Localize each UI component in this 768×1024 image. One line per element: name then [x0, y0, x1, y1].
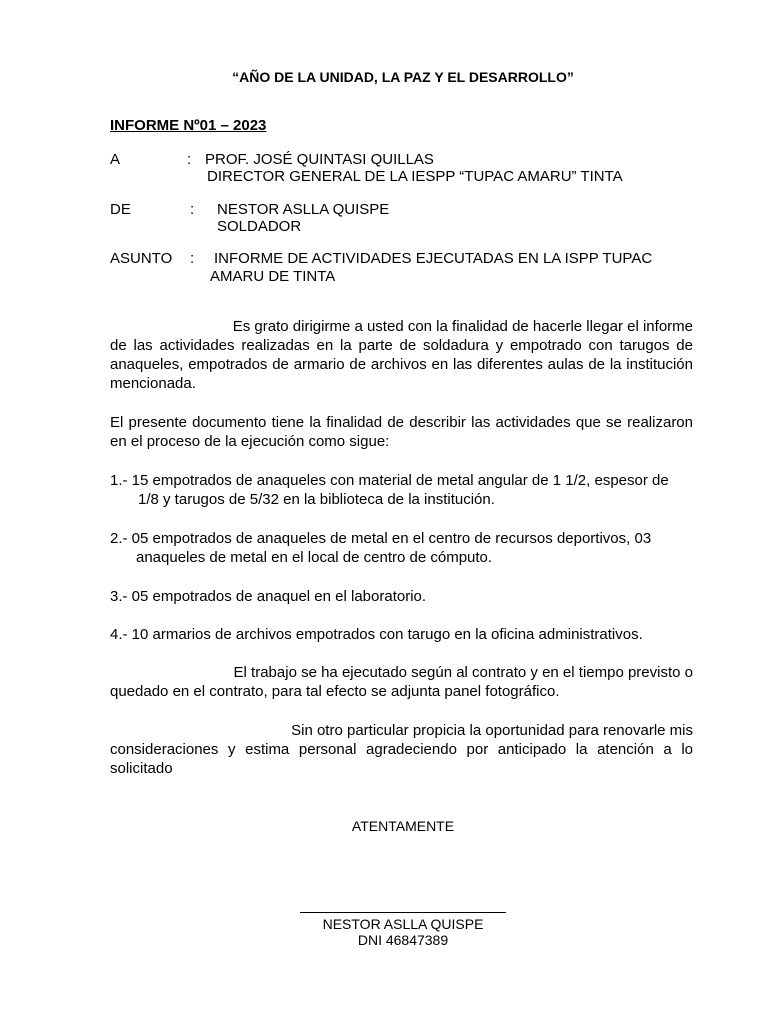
- sender-name: NESTOR ASLLA QUISPE: [217, 201, 390, 218]
- year-motto: “AÑO DE LA UNIDAD, LA PAZ Y EL DESARROLLO”: [232, 69, 574, 85]
- activity-item: [110, 587, 693, 606]
- execution-paragraph-rest: quedado en el contrato, para tal efecto se adjunta panel fotográfico.: [110, 683, 560, 700]
- activity-item-text: 3.- 05 empotrados de anaquel en el laboratorio.: [110, 588, 427, 605]
- field-recipient-label: A: [110, 151, 121, 168]
- field-sender-colon: :: [190, 201, 195, 218]
- signature-line: [300, 912, 506, 913]
- intro-paragraph: [110, 317, 693, 393]
- subject-line-1: INFORME DE ACTIVIDADES EJECUTADAS EN LA ISPP TUPAC: [214, 250, 653, 267]
- field-subject-label: ASUNTO: [110, 250, 173, 267]
- field-subject-colon: :: [190, 250, 195, 267]
- recipient-name: PROF. JOSÉ QUINTASI QUILLAS: [205, 151, 434, 168]
- intro-paragraph-first-line: Es grato dirigirme a usted con la finalidad de hacerle llegar el informe: [232, 318, 693, 335]
- field-recipient-colon: :: [187, 151, 192, 168]
- closing-paragraph: [110, 721, 693, 778]
- signer-name: NESTOR ASLLA QUISPE: [322, 916, 484, 932]
- activity-item: [110, 625, 693, 644]
- execution-paragraph: [110, 663, 693, 701]
- activity-item: [110, 529, 693, 567]
- activity-item: [110, 471, 693, 509]
- recipient-position: DIRECTOR GENERAL DE LA IESPP “TUPAC AMARU” TINTA: [207, 168, 623, 185]
- signer-dni: DNI 46847389: [357, 932, 449, 948]
- closing-paragraph-rest: consideraciones y estima personal agradeciendo por anticipado la atención a lo solicitado: [110, 741, 693, 777]
- activity-item-text: 2.- 05 empotrados de anaqueles de metal en el centro de recursos deportivos, 03: [110, 530, 652, 547]
- activity-item-text: 4.- 10 armarios de archivos empotrados con tarugo en la oficina administrativos.: [110, 626, 643, 643]
- activity-item-continuation: anaqueles de metal en el local de centro de cómputo.: [136, 549, 493, 566]
- closing-paragraph-first-line: Sin otro particular propicia la oportunidad para renovarle mis: [291, 722, 693, 739]
- execution-paragraph-first-line: El trabajo se ha ejecutado según al contrato y en el tiempo previsto o: [233, 664, 693, 681]
- salutation: ATENTAMENTE: [351, 818, 455, 834]
- purpose-paragraph: El presente documento tiene la finalidad de describir las actividades que se realizaron en el proceso de la ejecución como sigue:: [110, 414, 693, 450]
- activity-item-text: 1.- 15 empotrados de anaqueles con material de metal angular de 1 1/2, espesor de: [110, 472, 669, 489]
- intro-paragraph-rest: de las actividades realizadas en la parte de soldadura y empotrado con tarugos de anaqueles, empotrados de armario de archivos en las diferentes aulas de la institución mencionada.: [110, 337, 693, 392]
- sender-position: SOLDADOR: [217, 218, 302, 235]
- report-title: INFORME Nº01 – 2023: [110, 117, 267, 134]
- activity-item-continuation: 1/8 y tarugos de 5/32 en la biblioteca de la institución.: [138, 491, 495, 508]
- subject-line-2: AMARU DE TINTA: [210, 268, 336, 285]
- field-sender-label: DE: [110, 201, 131, 218]
